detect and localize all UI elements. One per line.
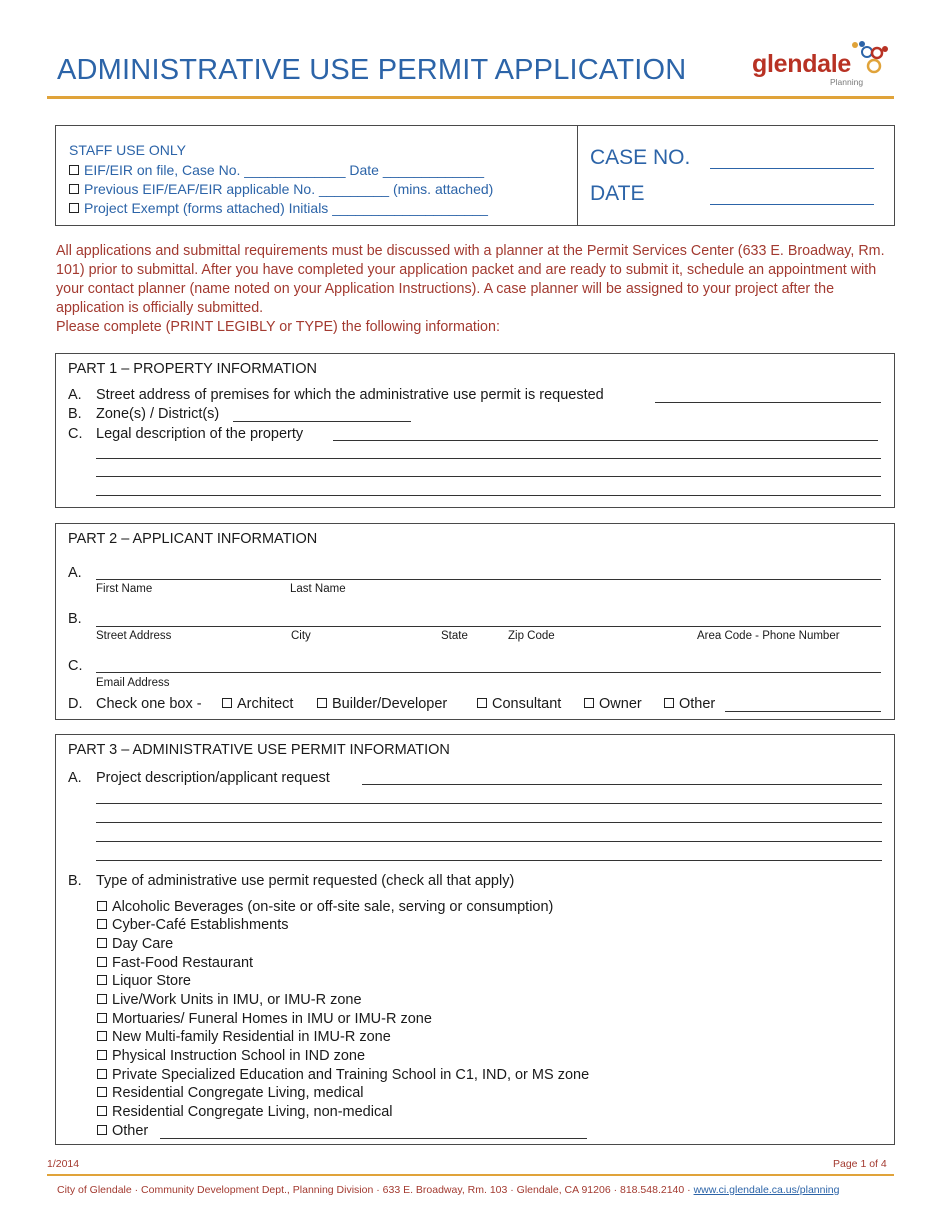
checkbox[interactable] — [477, 698, 487, 708]
part1-a-label: Street address of premises for which the administrative use permit is requested — [96, 387, 604, 403]
checkbox[interactable] — [664, 698, 674, 708]
checkbox[interactable] — [97, 1087, 107, 1097]
part3-a-letter: A. — [68, 770, 82, 786]
project-description-line[interactable] — [96, 822, 882, 823]
phone-label: Area Code - Phone Number — [697, 630, 840, 642]
type-option[interactable]: Alcoholic Beverages (on-site or off-site sale, serving or consumption) — [97, 899, 553, 915]
footer-rule — [47, 1174, 894, 1176]
project-description-line[interactable] — [96, 841, 882, 842]
name-field[interactable] — [96, 579, 881, 580]
case-no-field[interactable] — [710, 168, 874, 169]
page-number: Page 1 of 4 — [833, 1158, 887, 1170]
logo-subtitle: Planning — [830, 77, 864, 87]
checkbox[interactable] — [317, 698, 327, 708]
checkbox[interactable] — [97, 1069, 107, 1079]
form-date-code: 1/2014 — [47, 1158, 80, 1170]
part3-section — [55, 734, 895, 1145]
logo-wordmark: glendale — [752, 50, 852, 78]
page-title: ADMINISTRATIVE USE PERMIT APPLICATION — [57, 54, 687, 86]
street-address-label: Street Address — [96, 630, 172, 642]
option-builder[interactable]: Builder/Developer — [317, 696, 447, 712]
type-option[interactable]: Mortuaries/ Funeral Homes in IMU or IMU-R zone — [97, 1011, 432, 1027]
planning-website-link[interactable]: www.ci.glendale.ca.us/planning — [693, 1184, 840, 1196]
option-consultant[interactable]: Consultant — [477, 696, 561, 712]
checkbox[interactable] — [69, 165, 79, 175]
part2-a-letter: A. — [68, 565, 82, 581]
part1-title: PART 1 – PROPERTY INFORMATION — [68, 361, 317, 377]
type-option[interactable]: Day Care — [97, 936, 173, 952]
staff-eif-line[interactable]: EIF/EIR on file, Case No. _____________ Date _____________ — [69, 162, 484, 178]
checkbox[interactable] — [97, 938, 107, 948]
checkbox[interactable] — [97, 1125, 107, 1135]
part2-c-letter: C. — [68, 658, 83, 674]
email-label: Email Address — [96, 677, 170, 689]
part2-title: PART 2 – APPLICANT INFORMATION — [68, 531, 318, 547]
glendale-logo — [752, 40, 902, 90]
zone-field[interactable] — [233, 421, 411, 422]
date-field[interactable] — [710, 204, 874, 205]
checkbox[interactable] — [97, 957, 107, 967]
type-other-field[interactable] — [160, 1138, 587, 1139]
part1-b-label: Zone(s) / District(s) — [96, 406, 220, 422]
checkbox[interactable] — [222, 698, 232, 708]
legal-description-line[interactable] — [96, 495, 881, 496]
type-option[interactable]: Cyber-Café Establishments — [97, 917, 289, 933]
part3-a-label: Project description/applicant request — [96, 770, 330, 786]
project-description-line[interactable] — [96, 803, 882, 804]
type-option[interactable]: Physical Instruction School in IND zone — [97, 1048, 365, 1064]
type-option[interactable]: New Multi-family Residential in IMU-R zone — [97, 1029, 391, 1045]
checkbox[interactable] — [97, 1031, 107, 1041]
option-architect[interactable]: Architect — [222, 696, 293, 712]
type-option[interactable]: Liquor Store — [97, 973, 191, 989]
checkbox[interactable] — [69, 203, 79, 213]
type-option[interactable]: Residential Congregate Living, non-medical — [97, 1104, 393, 1120]
first-name-label: First Name — [96, 583, 153, 595]
checkbox[interactable] — [97, 901, 107, 911]
part2-section — [55, 523, 895, 720]
address-field[interactable] — [96, 626, 881, 627]
email-field[interactable] — [96, 672, 881, 673]
part3-title: PART 3 – ADMINISTRATIVE USE PERMIT INFORMATION — [68, 742, 450, 758]
part1-a-letter: A. — [68, 387, 82, 403]
project-description-field[interactable] — [362, 784, 882, 785]
staff-exempt-line[interactable]: Project Exempt (forms attached) Initials ____________________ — [69, 200, 488, 216]
part1-c-label: Legal description of the property — [96, 426, 304, 442]
staff-previous-line[interactable]: Previous EIF/EAF/EIR applicable No. _________ (mins. attached) — [69, 181, 493, 197]
legal-description-line[interactable] — [96, 458, 881, 459]
footer-address: City of Glendale · Community Development Dept., Planning Division · 633 E. Broadway, Rm. 103 · Glendale, CA 91206 · 818.548.2140 · www.ci.glendale.ca.us/planning — [57, 1184, 840, 1196]
type-option[interactable]: Live/Work Units in IMU, or IMU-R zone — [97, 992, 362, 1008]
staff-use-heading: STAFF USE ONLY — [69, 142, 186, 158]
zip-code-label: Zip Code — [508, 630, 555, 642]
part3-b-letter: B. — [68, 873, 82, 889]
date-label: DATE — [590, 182, 645, 205]
case-no-label: CASE NO. — [590, 146, 691, 169]
project-description-line[interactable] — [96, 860, 882, 861]
state-label: State — [441, 630, 468, 642]
city-label: City — [291, 630, 311, 642]
checkbox[interactable] — [97, 1106, 107, 1116]
checkbox[interactable] — [97, 1013, 107, 1023]
checkbox[interactable] — [97, 994, 107, 1004]
case-box — [577, 125, 895, 226]
header-rule — [47, 96, 894, 99]
checkbox[interactable] — [69, 184, 79, 194]
checkbox[interactable] — [97, 975, 107, 985]
type-option[interactable]: Fast-Food Restaurant — [97, 955, 253, 971]
intro-instruction: Please complete (PRINT LEGIBLY or TYPE) the following information: — [56, 319, 500, 335]
type-option[interactable]: Private Specialized Education and Training School in C1, IND, or MS zone — [97, 1067, 589, 1083]
check-one-label: Check one box - — [96, 696, 202, 712]
part2-b-letter: B. — [68, 611, 82, 627]
checkbox[interactable] — [97, 1050, 107, 1060]
other-field[interactable] — [725, 711, 881, 712]
type-option[interactable]: Residential Congregate Living, medical — [97, 1085, 363, 1101]
part1-b-letter: B. — [68, 406, 82, 422]
part3-b-label: Type of administrative use permit requested (check all that apply) — [96, 873, 515, 889]
checkbox[interactable] — [584, 698, 594, 708]
last-name-label: Last Name — [290, 583, 346, 595]
part2-d-letter: D. — [68, 696, 83, 712]
legal-description-line[interactable] — [96, 476, 881, 477]
part1-section — [55, 353, 895, 508]
checkbox[interactable] — [97, 919, 107, 929]
staff-use-box — [55, 125, 578, 226]
type-option-other[interactable]: Other — [97, 1123, 148, 1139]
street-address-field[interactable] — [655, 402, 881, 403]
option-other[interactable]: Other — [664, 696, 715, 712]
part1-c-letter: C. — [68, 426, 83, 442]
intro-notice — [56, 242, 896, 337]
option-owner[interactable]: Owner — [584, 696, 642, 712]
legal-description-field[interactable] — [333, 440, 878, 441]
intro-paragraph: All applications and submittal requirements must be discussed with a planner at the Permit Services Center (633 E. Broadway, Rm. 101) prior to submittal. After you have completed your application packet and are ready to submit it, schedule an appointment with your contact planner (name noted on your Application Instructions). A case planner will be assigned to your project after the application is officially submitted. — [56, 243, 885, 316]
